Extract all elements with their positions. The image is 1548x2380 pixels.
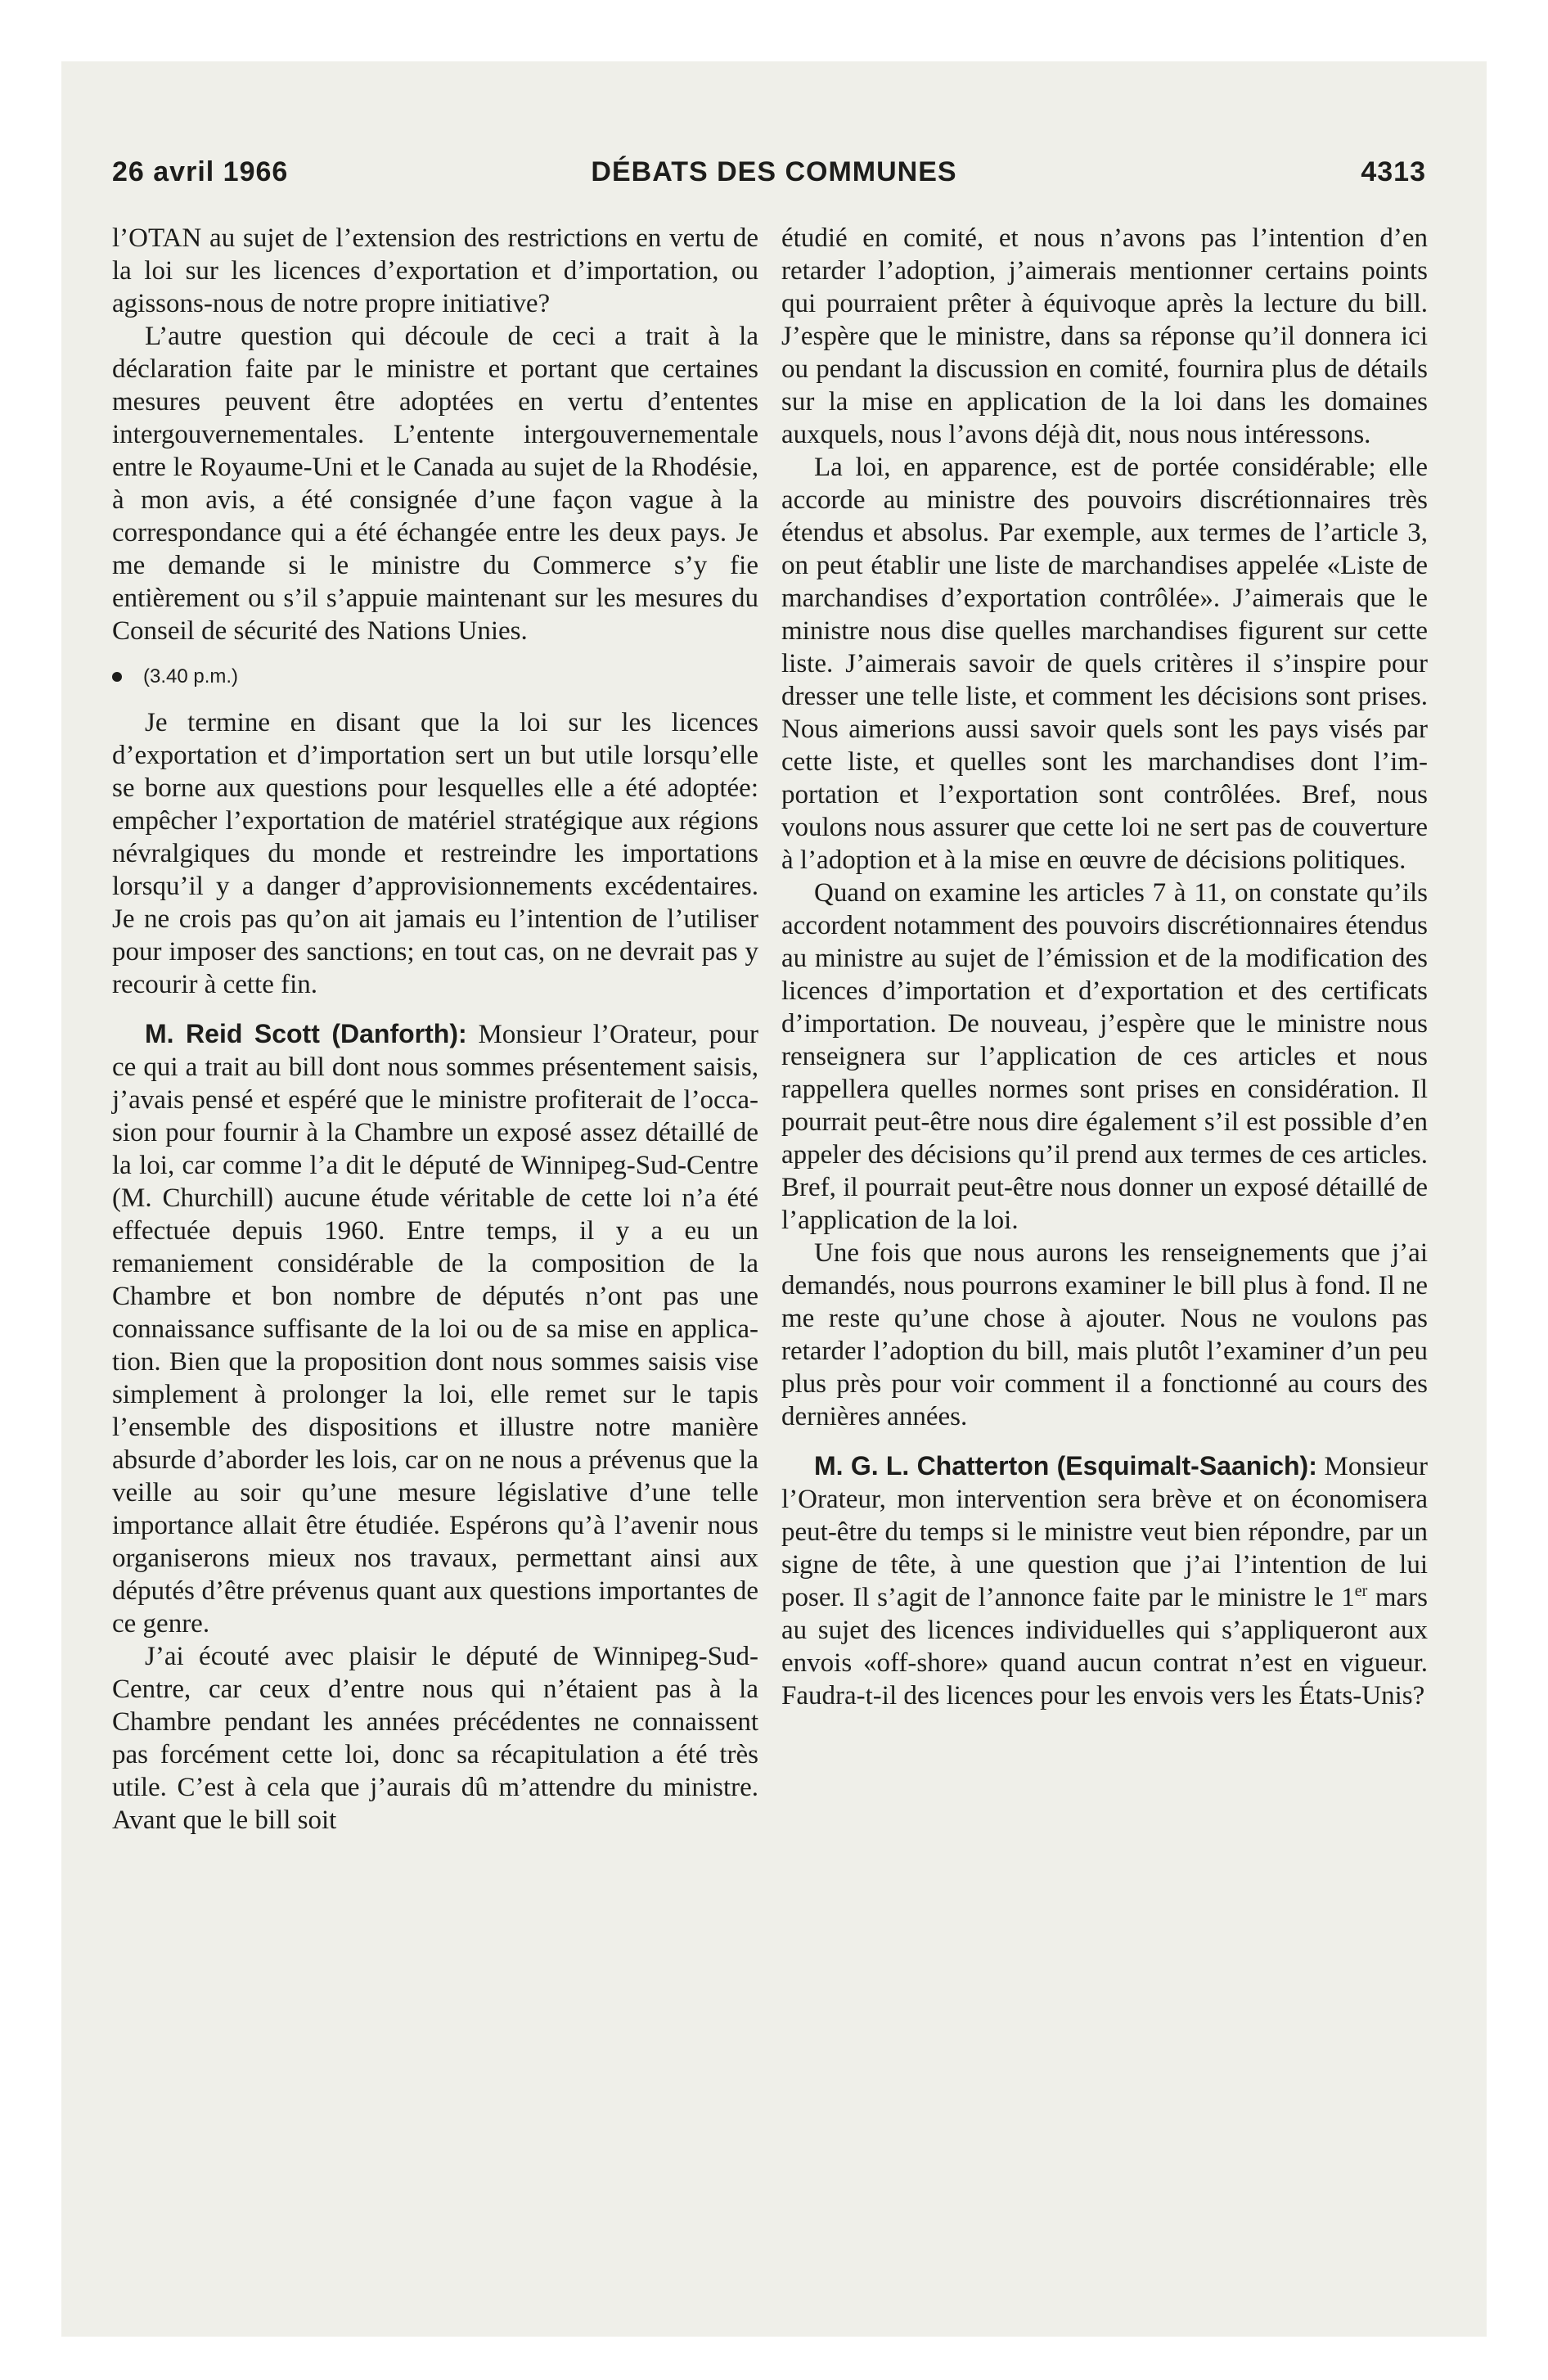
speech-paragraph bbox=[112, 1017, 758, 1640]
speaker-name: M. G. L. Chatterton (Esquimalt-Saanich): bbox=[814, 1451, 1317, 1481]
header-page-number: 4313 bbox=[1361, 156, 1426, 187]
document-page bbox=[61, 61, 1487, 2337]
paragraph: La loi, en apparence, est de portée considérable; elle accorde au ministre des pouvoirs discrétionnaires très étendus et absolus. Par exemple, aux termes de l’article 3, on peut établir une liste de marchandises appelée «Liste de marchandises d’exportation contrôlée». J’aimerais que le ministre nous dise quelles marchandises figurent sur cette liste. J’aimerais savoir de quels critères il s’inspire pour dresser une telle liste, et comment les décisions sont prises. Nous aimerions aussi savoir quels sont les pays visés par cette liste, et quelles sont les marchandises dont l’importation et l’exportation sont contrôlées. Bref, nous voulons nous assurer que cette loi ne sert pas de couverture à l’adoption et à la mise en œuvre de décisions politiques. bbox=[781, 453, 1428, 875]
time-marker bbox=[112, 662, 758, 692]
paragraph: étudié en comité, et nous n’avons pas l’intention d’en retarder l’adoption, j’aimerais mentionner certains points qui pourraient prêter à équivoque après la lecture du bill. J’espère que le ministre, dans sa réponse qu’il donnera ici ou pendant la discussion en comité, fournira plus de détails sur la mise en application de la loi dans les domaines auxquels, nous l’avons déjà dit, nous nous intéressons. bbox=[781, 223, 1428, 449]
paragraph: Une fois que nous aurons les renseignements que j’ai demandés, nous pourrons examiner le bill plus à fond. Il ne me reste qu’une chose à ajouter. Nous ne voulons pas retarder l’adoption du bill, mais plutôt l’examiner d’un peu plus près pour voir comment il a fonctionné au cours des dernières années. bbox=[781, 1238, 1428, 1431]
speech-paragraph bbox=[781, 1449, 1428, 1712]
paragraph: J’ai écouté avec plaisir le député de Winnipeg-Sud-Centre, car ceux d’entre nous qui n’étaient pas à la Chambre pendant les années précédentes ne connaissent pas forcément cette loi, donc sa récapitulation a été très utile. C’est à cela que j’aurais dû m’attendre du ministre. Avant que le bill soit bbox=[112, 1642, 758, 1835]
paragraph: Quand on examine les articles 7 à 11, on constate qu’ils accordent notamment des pouvoirs discrétionnaires étendus au ministre au sujet de l’émission et de la modification des licences d’importation et d’exportation et des certificats d’importation. De nouveau, j’espère que le ministre nous renseignera sur l’application de ces articles et nous rappellera quelles normes sont prises en considération. Il pourrait peut-être nous dire également s’il est possible d’en appeler des décisions qu’il prend aux termes de ces articles. Bref, il pourrait peut-être nous donner un exposé détaillé de l’application de la loi. bbox=[781, 878, 1428, 1235]
header-title: DÉBATS DES COMMUNES bbox=[591, 156, 957, 187]
right-column bbox=[781, 222, 1428, 1712]
speech-text: Monsieur l’Orateur, mon intervention sera brève et on économisera peut-être du temps si le ministre veut bien répondre, par un signe de tête, à une question que j’ai l’intention de lui poser. Il s’agit de l’annonce faite par le ministre le 1 bbox=[781, 1452, 1429, 1612]
speech-text: mars au sujet des licences individuelles qui s’appliqueront aux envois «off-shore» quand aucun contrat n’est en vigueur. Faudra-t-il des licences pour les envois vers les États-Unis? bbox=[781, 1583, 1428, 1711]
header-date: 26 avril 1966 bbox=[112, 156, 289, 187]
speech-text: Monsieur l’Orateur, pour ce qui a trait au bill dont nous sommes présentement saisis, j’avais pensé et espéré que le ministre profiterait de l’occasion pour fournir à la Chambre un exposé assez détaillé de la loi, car comme l’a dit le député de Winnipeg-Sud-Centre (M. Churchill) aucune étude véritable de cette loi n’a été effectuée depuis 1960. Entre temps, il y a eu un remaniement considérable de la composition de la Chambre et bon nombre de députés n’ont pas une connaissance suffisante de la loi ou de sa mise en application. Bien que la proposition dont nous sommes saisis vise simplement à prolonger la loi, elle remet sur le tapis l’ensemble des dispositions et illustre notre manière absurde d’aborder les lois, car on ne nous a prévenus que la veille au soir qu’une mesure législative d’une telle importance allait être étudiée. Espérons qu’à l’avenir nous organiserons mieux nos travaux, permettant ainsi aux députés d’être prévenus quant aux questions importantes de ce genre. bbox=[112, 1020, 758, 1639]
page-header bbox=[61, 156, 1487, 205]
left-column bbox=[112, 222, 758, 1837]
ordinal-superscript: er bbox=[1354, 1582, 1368, 1600]
speaker-name: M. Reid Scott (Danforth): bbox=[145, 1019, 467, 1048]
paragraph: l’OTAN au sujet de l’extension des restrictions en vertu de la loi sur les licences d’exportation et d’importation, ou agissons-nous de notre propre initiative? bbox=[112, 223, 758, 318]
bullet-icon bbox=[112, 672, 122, 682]
paragraph: L’autre question qui découle de ceci a trait à la déclaration faite par le ministre et portant que certaines mesures peuvent être adoptées en vertu d’ententes intergouvernementales. L’entente intergouvernementale entre le Royaume-Uni et le Canada au sujet de la Rhodésie, à mon avis, a été consignée d’une façon vague à la correspondance qui a été échangée entre les deux pays. Je me demande si le ministre du Commerce s’y fie entièrement ou s’il s’appuie maintenant sur les mesures du Conseil de sécurité des Nations Unies. bbox=[112, 322, 758, 646]
paragraph: Je termine en disant que la loi sur les licences d’exportation et d’importation sert un but utile lorsqu’elle se borne aux questions pour lesquelles elle a été adoptée: empêcher l’exportation de matériel stratégique aux régions névralgiques du monde et restreindre les importations lorsqu’il y a danger d’approvisionnements excédentaires. Je ne crois pas qu’on ait jamais eu l’intention de l’utiliser pour imposer des sanctions; en tout cas, on ne devrait pas y recourir à cette fin. bbox=[112, 708, 758, 999]
time-marker-text: (3.40 p.m.) bbox=[143, 665, 239, 687]
